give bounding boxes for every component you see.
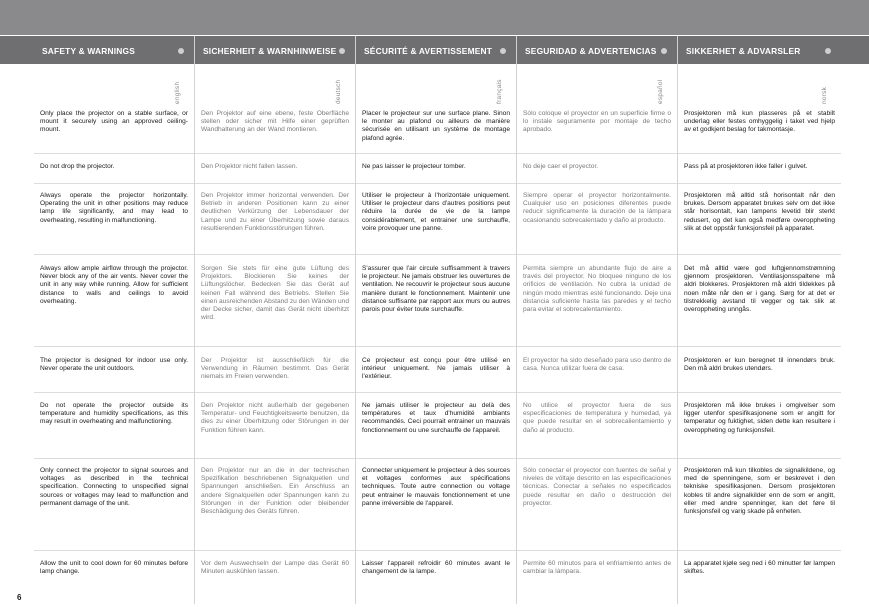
language-label: english — [174, 81, 181, 104]
warning-text: Ne jamais utiliser le projecteur au delà des températures et taux d'humidité ambiants recommandés. Ceci pourrait entrainer un mauvais fonctionnement ou une surchauffe de l'appareil. — [362, 402, 510, 434]
row-divider — [356, 153, 516, 154]
column-0 — [34, 36, 195, 604]
warning-text: Den Projektor immer horizontal verwenden. Der Betrieb in anderen Positionen kann zu einer deutlichen Verkürzung der Lebensdauer der Lampe und zu einer Überhitzung sowie daraus resultierenden Funktionsstörungen führen. — [201, 192, 349, 232]
row-divider — [678, 550, 841, 551]
row-divider — [34, 346, 194, 347]
column-header-title: SICHERHEIT & WARNHINWEISE — [203, 46, 337, 56]
warning-text: Placer le projecteur sur une surface plane. Sinon le monter au plafond ou ailleurs de manière sécurisée en utilisant un système de montage plafond agrée. — [362, 110, 510, 142]
row-divider — [34, 550, 194, 551]
row-divider — [517, 183, 677, 184]
warning-text: Utiliser le projecteur à l'horizontale uniquement. Utiliser le projecteur dans d'autres positions peut réduire la durée de vie de la lampe considérablement, et entrainer une surchauffe, voire provoquer une panne. — [362, 192, 510, 232]
row-divider — [517, 550, 677, 551]
top-band — [0, 0, 869, 35]
row-divider — [195, 153, 355, 154]
row-divider — [34, 392, 194, 393]
row-divider — [195, 550, 355, 551]
column-header — [34, 36, 194, 64]
row-divider — [356, 346, 516, 347]
row-divider — [678, 153, 841, 154]
column-header-title: SIKKERHET & ADVARSLER — [686, 46, 801, 56]
warning-text: Den Projektor nur an die in der technischen Spezifikation beschriebenen Signalquellen und Spannungen anschließen. Ein Anschluss an andere Signalquellen oder Spannungen kann zu Störungen in der Funktion oder bleibender Beschädigung des Geräts führen. — [201, 467, 349, 516]
warning-text: Ce projecteur est conçu pour être utilisé en intérieur uniquement. Ne jamais utiliser à l'extérieur. — [362, 357, 510, 381]
row-divider — [678, 458, 841, 459]
warning-text: Permite 60 minutos para el enfriamiento antes de cambiar la lámpara. — [523, 560, 671, 576]
row-divider — [678, 346, 841, 347]
warning-text: No utilice el proyector fuera de sus especificaciones de temperatura y humedad, ya que puede resultar en el sobrecalientamiento y daño al producto. — [523, 402, 671, 434]
page-number: 6 — [17, 593, 22, 602]
row-divider — [34, 458, 194, 459]
row-divider — [195, 392, 355, 393]
warning-text: Sólo coloque el proyector en un superficie firme o lo instale seguramente por montaje de techo aprobado. — [523, 110, 671, 134]
warning-text: Siempre operar el proyector horizontalmente. Cualquier uso en posiciones diferentes puede reducir significamente la duración de la lámpara ocasionando sobrecalentado y daño al producto. — [523, 192, 671, 224]
language-label: español — [657, 79, 664, 104]
row-divider — [356, 550, 516, 551]
warning-text: Allow the unit to cool down for 60 minutes before lamp change. — [40, 560, 188, 576]
row-divider — [195, 183, 355, 184]
column-header-title: SÉCURITÉ & AVERTISSEMENT — [364, 46, 493, 56]
row-divider — [517, 458, 677, 459]
column-header — [195, 36, 355, 64]
warning-text: Always allow ample airflow through the projector. Never block any of the air vents. Never cover the unit in any way while running. Allow for sufficient distance to walls and ceilings to avoid overheating. — [40, 265, 188, 305]
warning-text: Only connect the projector to signal sources and voltages as described in the technical specification. Connecting to unspecified signal sources or voltages may lead to malfunction and permanent damage of the unit. — [40, 467, 188, 507]
warning-text: Prosjektoren må kun plasseres på et stabilt underlag eller festes omhyggelig i taket ved hjelp av et godkjent beslag for takmontasje. — [684, 110, 835, 134]
row-divider — [517, 254, 677, 255]
row-divider — [34, 153, 194, 154]
warning-text: Prosjektoren må kun tilkobles de signalkildene, og med de spenningene, som er beskrevet i den tekniske spesifikasjonen. Dersom prosjektoren kobles til andre signalkilder enn de som er angitt, eller med andre spenninger, kan det føre til funksjonsfeil og varig skade på enheten. — [684, 467, 835, 516]
warning-text: Det må alltid være god luftgjennomstrømning gjennom prosjektoren. Ventilasjonsspaltene må aldri blokkeres. Prosjektoren må aldri tildekkes på noen måte når den er i gang. Sørg for at det er tilstrekkelig avstand til vegger og tak slik at overoppheting unngås. — [684, 265, 835, 314]
bullet-dot-icon — [339, 48, 345, 54]
row-divider — [517, 392, 677, 393]
warning-text: Always operate the projector horizontally. Operating the unit in other positions may reduce lamp life significantly, and may lead to overheating, resulting in malfunctioning. — [40, 192, 188, 224]
row-divider — [356, 458, 516, 459]
warning-text: Only place the projector on a stable surface, or mount it securely using an approved ceiling-mount. — [40, 110, 188, 134]
column-4 — [678, 36, 841, 604]
bullet-dot-icon — [825, 48, 831, 54]
warning-text: Den Projektor auf eine ebene, feste Oberfläche stellen oder sicher mit Hilfe einer geprüften Wandhalterung an der Wand montieren. — [201, 110, 349, 134]
column-header — [356, 36, 516, 64]
column-header — [517, 36, 677, 64]
language-label: norsk — [821, 86, 828, 104]
warning-text: El proyector ha sido deseñado para uso dentro de casa. Nunca utilizar fuera de casa. — [523, 357, 671, 373]
row-divider — [34, 254, 194, 255]
row-divider — [678, 254, 841, 255]
warning-text: Connecter uniquement le projecteur à des sources et voltages conformes aux spécifications techniques. Toute autre connection ou voltage peut entrainer le mauvais fonctionnement et une panne irréversible de l'appareil. — [362, 467, 510, 507]
warning-text: Der Projektor ist ausschließlich für die Verwendung in Räumen bestimmt. Das Gerät niemals im Freien verwenden. — [201, 357, 349, 381]
warning-text: Pass på at prosjektoren ikke faller i gulvet. — [684, 163, 808, 170]
warning-text: Sorgen Sie stets für eine gute Lüftung des Projektors. Blockieren Sie keines der Lüftungslöcher. Bedecken Sie das Gerät auf keinen Fall während des Betriebs. Stellen Sie einen ausreichenden Abstand zu den Wänden und der Decke sicher, damit das Gerät nicht überhitzt wird. — [201, 265, 349, 322]
column-2 — [356, 36, 517, 604]
row-divider — [356, 254, 516, 255]
warning-text: Den Projektor nicht fallen lassen. — [201, 163, 298, 170]
row-divider — [678, 392, 841, 393]
warning-text: La apparatet kjøle seg ned i 60 minutter før lampen skiftes. — [684, 560, 835, 576]
warning-text: Vor dem Auswechseln der Lampe das Gerät 60 Minuten auskühlen lassen. — [201, 560, 349, 576]
warning-text: Den Projektor nicht außerhalb der gegebenen Temperatur- und Feuchtigkeitswerte benutzen, da dies zu einer Überhitzung oder Störungen in der Funktion führen kann. — [201, 402, 349, 434]
warning-text: Prosjektoren må ikke brukes i omgivelser som ligger utenfor spesifikasjonene som er angitt for temperatur og fuktighet, siden dette kan resultere i overoppheting og funksjonsfeil. — [684, 402, 835, 434]
language-label: français — [496, 79, 503, 104]
row-divider — [356, 183, 516, 184]
row-divider — [195, 458, 355, 459]
row-divider — [195, 346, 355, 347]
row-divider — [195, 254, 355, 255]
warning-text: Ne pas laisser le projecteur tomber. — [362, 163, 466, 170]
row-divider — [34, 183, 194, 184]
column-1 — [195, 36, 356, 604]
warning-text: Laisser l'appareil refroidir 60 minutes avant le changement de la lampe. — [362, 560, 510, 576]
column-3 — [517, 36, 678, 604]
warning-text: Sólo conectar el proyector con fuentes de señal y niveles de vóltaje descrito en las especificaciones técnicas. Conectar a señales no especificados puede resultar en daño o destrucción del proyector. — [523, 467, 671, 507]
bullet-dot-icon — [661, 48, 667, 54]
warning-text: Do not operate the projector outside its temperature and humidity specifications, as this may result in overheating and malfunctioning. — [40, 402, 188, 426]
bullet-dot-icon — [500, 48, 506, 54]
warning-text: Permita siempre un abundante flujo de aire a través del proyector. No bloquee ninguno de los orificios de ventilación. No cubra la unidad de ningún modo mientras esté funcionando. Deje una distancia suficiente hasta las paredes y el techo para evitar el sobrecalentamiento. — [523, 265, 671, 314]
warning-text: The projector is designed for indoor use only. Never operate the unit outdoors. — [40, 357, 188, 373]
warning-text: S'assurer que l'air circule suffisamment à travers le projecteur. Ne jamais obstruer les ouvertures de ventilation. Ne recouvrir le projecteur sous aucune manière durant le fonctionnement. Maintenir une distance suffisante par rapport aux murs ou autres parois pour éviter toute surchauffe. — [362, 265, 510, 314]
warning-text: Do not drop the projector. — [40, 163, 115, 170]
warning-text: No deje caer el proyector. — [523, 163, 599, 170]
row-divider — [517, 153, 677, 154]
warning-text: Prosjektoren må alltid stå horisontalt når den brukes. Dersom apparatet brukes selv om det ikke står horisontalt, kan lampens levetid blir sterkt redusert, og det kan også medføre overoppheting slik at det oppstår funksjonsfeil på apparatet. — [684, 192, 835, 232]
language-label: deutsch — [335, 79, 342, 104]
column-header — [678, 36, 841, 64]
row-divider — [517, 346, 677, 347]
column-header-title: SEGURIDAD & ADVERTENCIAS — [525, 46, 657, 56]
warning-text: Prosjektoren er kun beregnet til innendørs bruk. Den må aldri brukes utendørs. — [684, 357, 835, 373]
row-divider — [678, 183, 841, 184]
bullet-dot-icon — [178, 48, 184, 54]
row-divider — [356, 392, 516, 393]
column-header-title: SAFETY & WARNINGS — [42, 46, 136, 56]
